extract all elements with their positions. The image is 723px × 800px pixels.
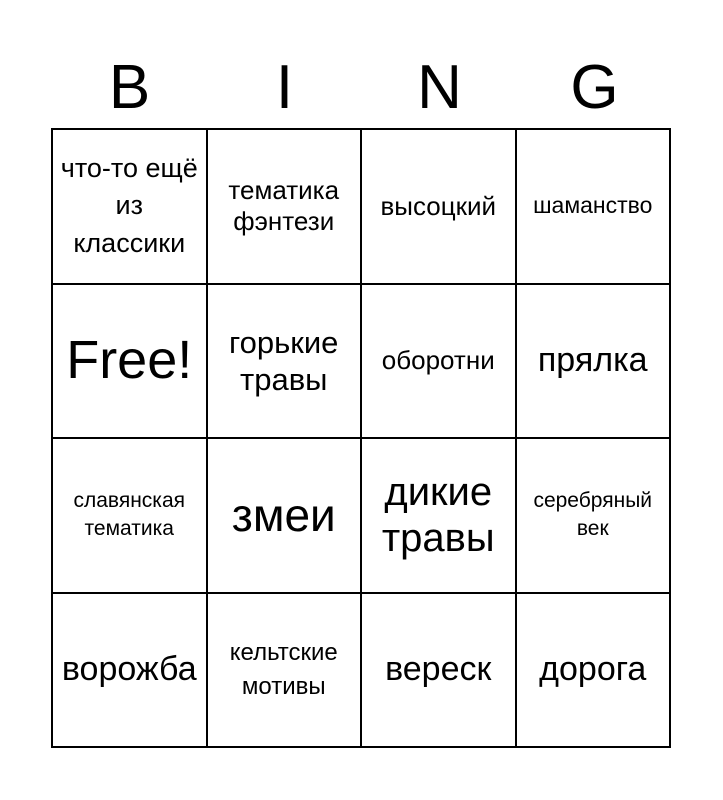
bingo-cell-text: кельтские мотивы [229,639,338,700]
bingo-cell[interactable] [53,439,208,594]
bingo-cell-text: дикие травы [381,470,495,561]
bingo-cell-text: что-то ещё из классики [60,152,198,259]
bingo-cell-text: змеи [231,489,336,542]
header-letter-i: I [275,53,294,122]
bingo-cell[interactable] [517,439,672,594]
bingo-cell-text: шаманство [533,192,653,219]
bingo-cell[interactable] [208,439,363,594]
bingo-cell-text: Free! [66,330,193,391]
bingo-cell[interactable] [517,594,672,749]
header-letter-n: N [417,53,462,122]
bingo-header [52,52,672,124]
bingo-cell-text: горькие травы [229,324,339,397]
bingo-cell-text: высоцкий [380,190,497,221]
bingo-cell-text: вереск [385,650,492,689]
bingo-cell-text: оборотни [381,345,495,376]
header-letter-b: B [108,53,151,122]
bingo-cell[interactable] [53,594,208,749]
bingo-cell-text: серебряный век [533,488,653,541]
bingo-cell[interactable] [208,285,363,440]
bingo-cell[interactable] [362,594,517,749]
header-letter-g: G [570,53,619,122]
bingo-cell[interactable] [362,130,517,285]
bingo-card-grid [51,128,671,748]
bingo-cell[interactable] [208,594,363,749]
bingo-cell[interactable] [362,439,517,594]
bingo-free-cell[interactable] [53,285,208,440]
bingo-cell[interactable] [517,130,672,285]
bingo-cell-text: ворожба [61,650,197,689]
bingo-cell[interactable] [208,130,363,285]
bingo-cell-text: прялка [537,341,648,380]
bingo-cell[interactable] [53,130,208,285]
bingo-cell-text: тематика фэнтези [228,175,340,237]
bingo-cell[interactable] [517,285,672,440]
bingo-cell[interactable] [362,285,517,440]
bingo-cell-text: славянская тематика [73,488,186,541]
bingo-cell-text: дорога [539,650,647,689]
